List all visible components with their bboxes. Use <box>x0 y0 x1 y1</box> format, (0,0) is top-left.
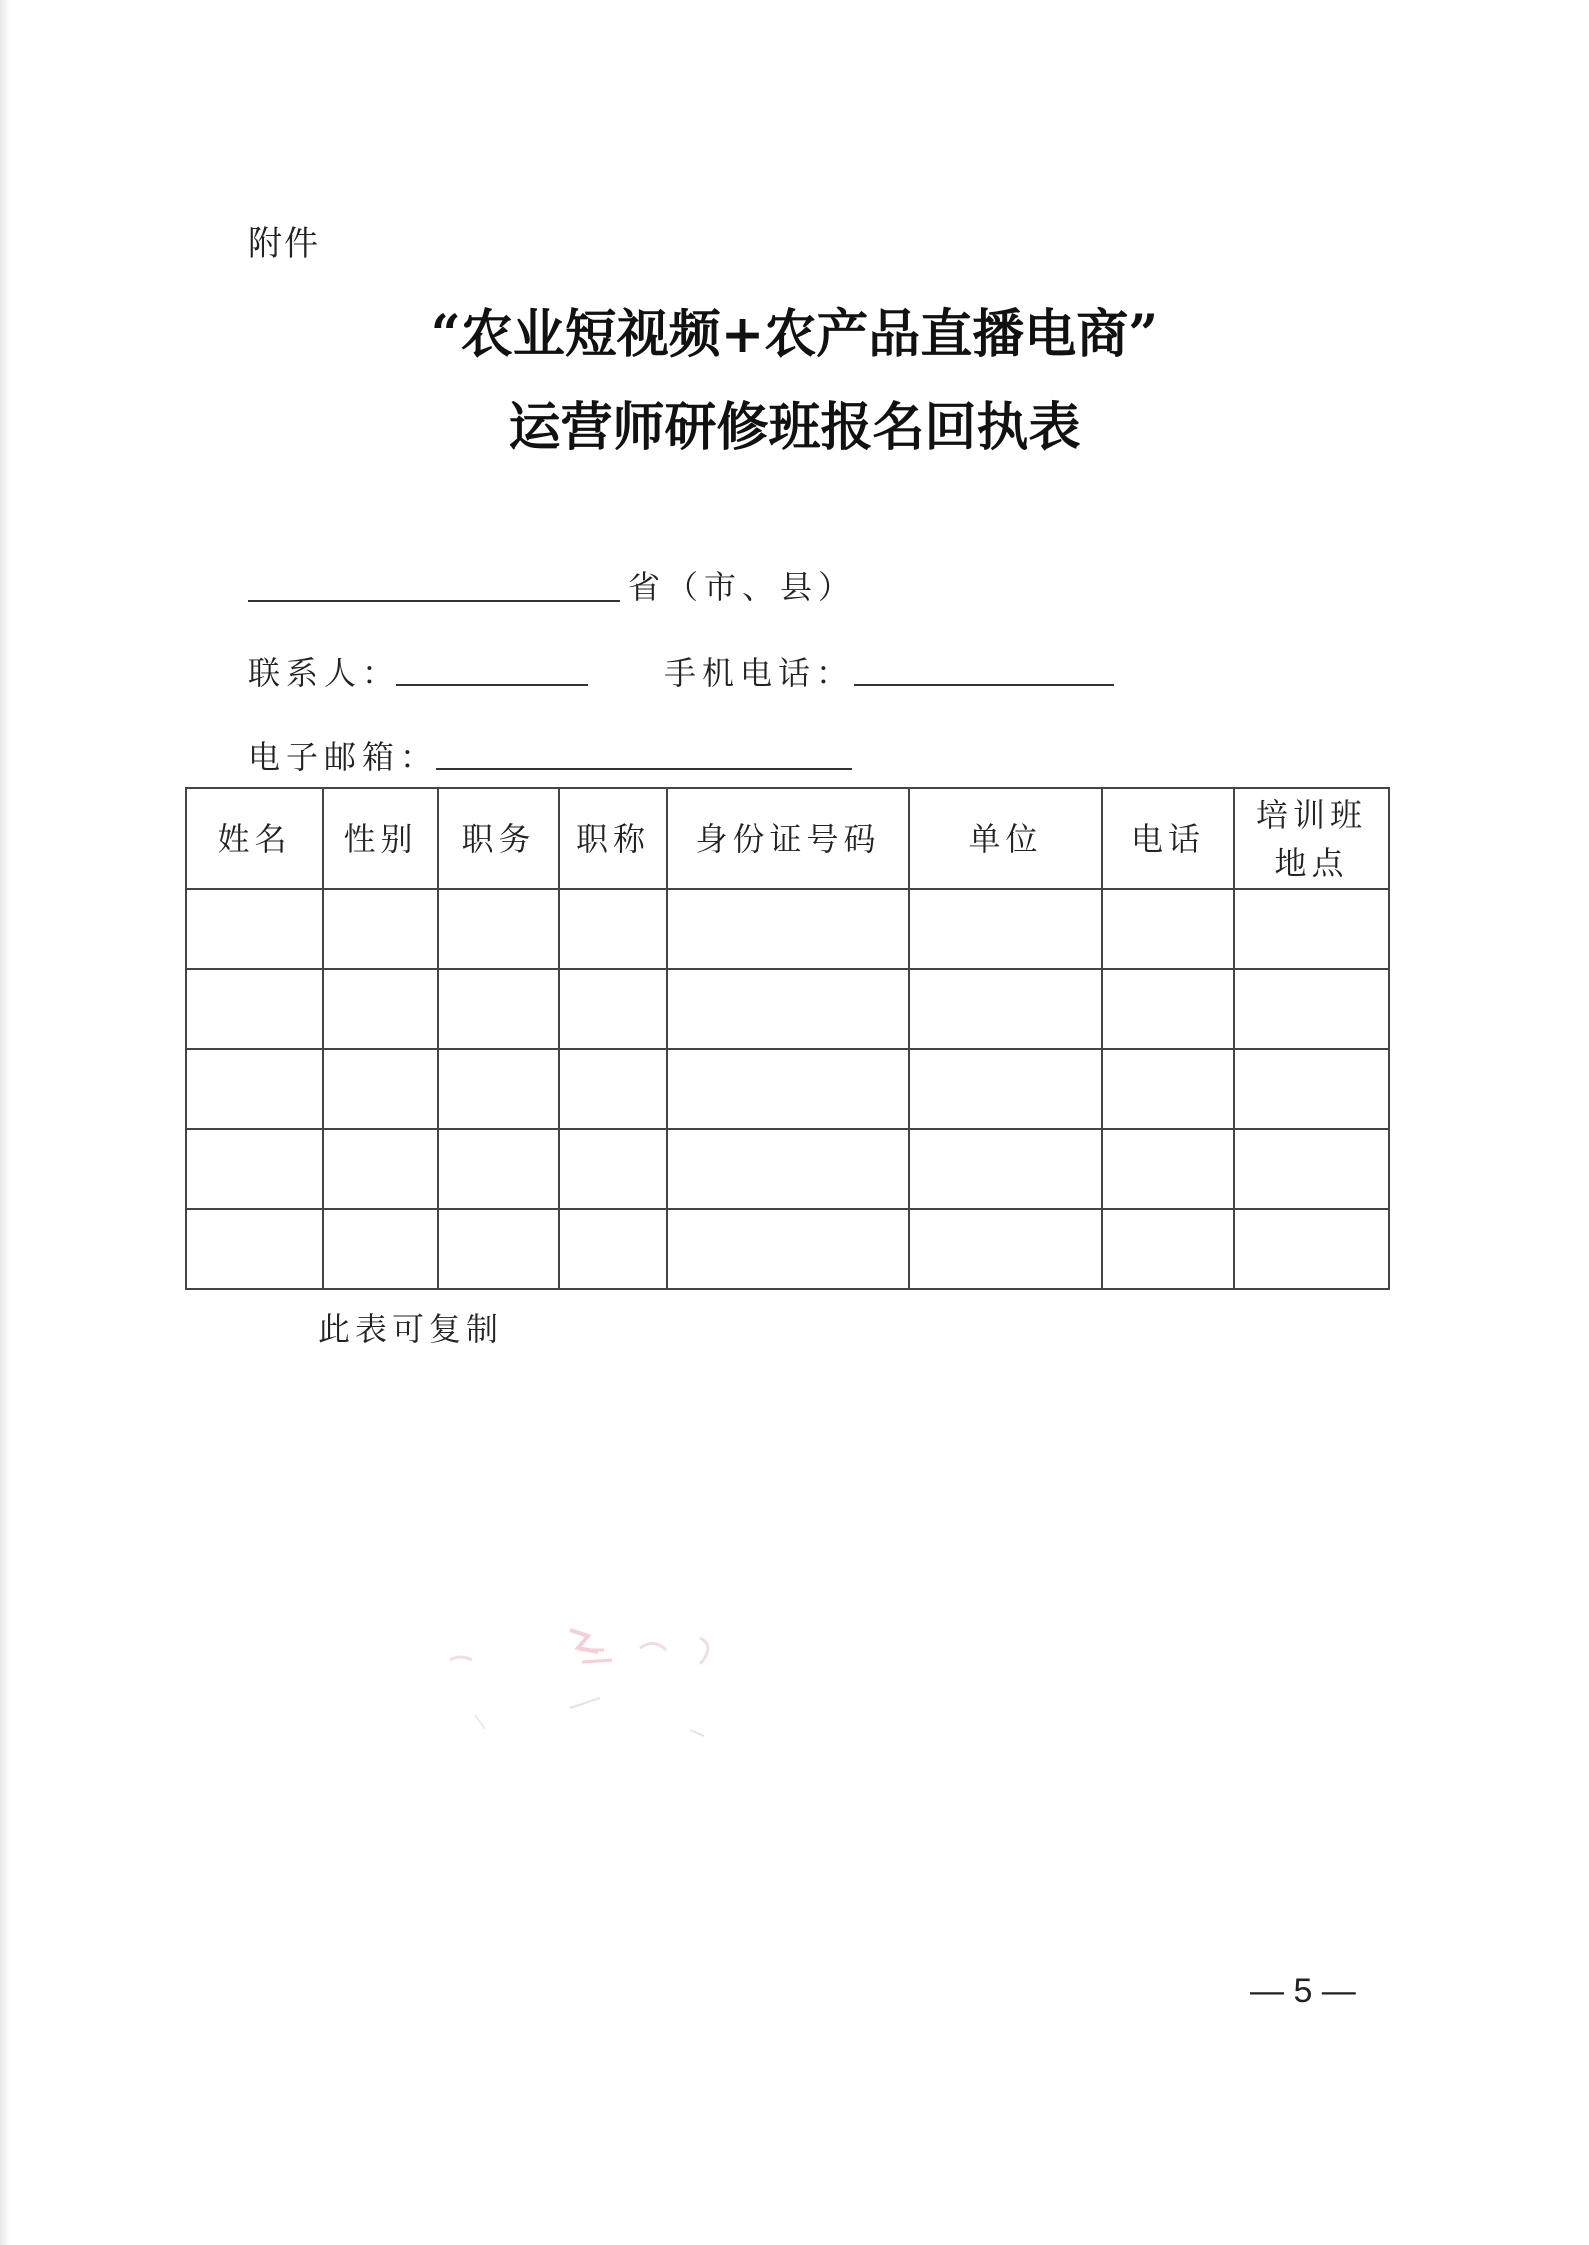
header-training-location: 培训班地点 <box>1234 788 1389 889</box>
form-title-line1: “农业短视频+农产品直播电商” <box>430 304 1159 365</box>
table-cell[interactable] <box>909 889 1102 969</box>
header-name: 姓名 <box>186 788 323 889</box>
table-cell[interactable] <box>186 969 323 1049</box>
table-cell[interactable] <box>1102 969 1234 1049</box>
table-cell[interactable] <box>438 1209 559 1289</box>
header-organization: 单位 <box>909 788 1102 889</box>
table-cell[interactable] <box>1102 889 1234 969</box>
table-cell[interactable] <box>1102 1129 1234 1209</box>
table-cell[interactable] <box>438 1129 559 1209</box>
header-id-number: 身份证号码 <box>667 788 909 889</box>
table-cell[interactable] <box>323 1209 438 1289</box>
table-cell[interactable] <box>1234 1129 1389 1209</box>
header-position: 职务 <box>438 788 559 889</box>
table-cell[interactable] <box>1234 969 1389 1049</box>
header-phone: 电话 <box>1102 788 1234 889</box>
registration-table <box>185 787 1390 1290</box>
table-cell[interactable] <box>559 1129 667 1209</box>
email-label: 电子邮箱： <box>248 738 439 776</box>
table-row <box>186 889 1389 969</box>
table-cell[interactable] <box>667 1129 909 1209</box>
table-cell[interactable] <box>1234 889 1389 969</box>
attachment-label: 附件 <box>248 224 320 264</box>
table-cell[interactable] <box>1102 1049 1234 1129</box>
table-cell[interactable] <box>559 1209 667 1289</box>
table-row <box>186 1129 1389 1209</box>
table-cell[interactable] <box>667 889 909 969</box>
table-cell[interactable] <box>559 889 667 969</box>
table-cell[interactable] <box>323 1049 438 1129</box>
table-cell[interactable] <box>186 889 323 969</box>
table-cell[interactable] <box>438 969 559 1049</box>
table-cell[interactable] <box>323 1129 438 1209</box>
table-cell[interactable] <box>323 969 438 1049</box>
header-title: 职称 <box>559 788 667 889</box>
table-cell[interactable] <box>667 1209 909 1289</box>
province-input-line[interactable] <box>248 600 620 602</box>
header-gender: 性别 <box>323 788 438 889</box>
table-cell[interactable] <box>438 889 559 969</box>
table-cell[interactable] <box>438 1049 559 1129</box>
table-cell[interactable] <box>909 969 1102 1049</box>
contact-label: 联系人： <box>248 654 401 692</box>
table-cell[interactable] <box>1234 1209 1389 1289</box>
faded-stamp-mark <box>430 1620 760 1750</box>
email-input-line[interactable] <box>436 768 852 770</box>
table-cell[interactable] <box>909 1209 1102 1289</box>
table-cell[interactable] <box>186 1209 323 1289</box>
copy-note: 此表可复制 <box>318 1310 504 1348</box>
table-cell[interactable] <box>559 1049 667 1129</box>
table-cell[interactable] <box>667 969 909 1049</box>
table-row <box>186 969 1389 1049</box>
table-cell[interactable] <box>667 1049 909 1129</box>
table-cell[interactable] <box>186 1049 323 1129</box>
table-cell[interactable] <box>1102 1209 1234 1289</box>
table-cell[interactable] <box>186 1129 323 1209</box>
table-cell[interactable] <box>909 1129 1102 1209</box>
table-cell[interactable] <box>559 969 667 1049</box>
table-cell[interactable] <box>323 889 438 969</box>
table-cell[interactable] <box>1234 1049 1389 1129</box>
table-cell[interactable] <box>909 1049 1102 1129</box>
table-header-row <box>186 788 1389 889</box>
mobile-label: 手机电话： <box>664 654 855 692</box>
mobile-input-line[interactable] <box>854 684 1114 686</box>
table-row <box>186 1049 1389 1129</box>
form-title-line2: 运营师研修班报名回执表 <box>508 397 1081 458</box>
table-row <box>186 1209 1389 1289</box>
page-number: — 5 — <box>1250 1972 1356 2010</box>
contact-input-line[interactable] <box>396 684 588 686</box>
province-suffix-label: 省（市、县） <box>628 568 857 606</box>
